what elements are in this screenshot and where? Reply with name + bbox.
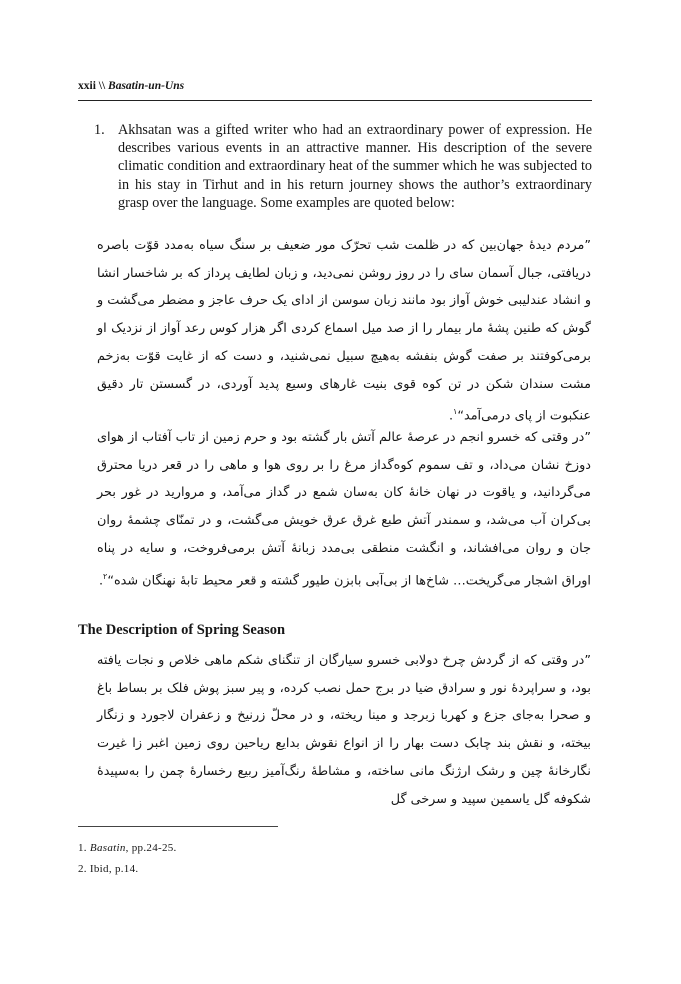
footnote-ref: ۲: [103, 571, 108, 581]
footnote: [78, 838, 177, 859]
footnote-text: , pp.24-25.: [125, 842, 177, 854]
persian-quotation: [97, 647, 591, 813]
persian-quotation: [97, 424, 591, 594]
footnote-text: Ibid, p.14.: [89, 863, 139, 875]
list-item-number: 1.: [94, 122, 105, 138]
quotation-end: .: [448, 408, 454, 424]
footnote: [78, 859, 177, 880]
section-heading: The Description of Spring Season: [78, 622, 286, 638]
footnote-number: 2.: [78, 863, 87, 875]
footnotes: [78, 838, 177, 880]
quotation-end: .: [98, 572, 104, 588]
footnote-title: Basatin: [89, 842, 126, 854]
book-title: Basatin-un-Uns: [108, 80, 185, 92]
quotation-text: ”در وقتی که از گردش چرخ دولابی خسرو سیارگان از تنگنای شکم ماهی خلاص و نجات یافته بود، و سراپردۀ نور و سرادق ضیا در برج حمل نصب کرده، و پیر سبز پوش فلک بر بساط باغ و صحرا به‌جای جزع و کهربا زبرجد و مینا ریخته، و در محلّ زرنیخ و زعفران لاجورد و زنگار بیخته، و نقش بند چابک دست بهار را از انواع نقوش بدایع ریاحین روی زمین اغبر زا غیرت نگارخانۀ چین و رشک ارژنگ مانی ساخته، و مشاطۀ رنگ‌آمیز ربیع رخسارۀ چمن را به‌سپیدۀ شکوفه گل یاسمین سپید و سرخی گل: [97, 653, 591, 807]
page-number: xxii: [78, 80, 96, 92]
quotation-text: ”مردم دیدۀ جهان‌بین که در ظلمت شب تحرّک مور ضعیف بر سنگ سیاه به‌مدد قوّت باصره دریافتی، جبال آسمان سای را در روز روشن نمی‌دید، و زبان لطایف پرداز که بر شاخسار انشا و انشاد عندلیبی خوش آواز بود مانند زبان سوسن از ادای یک حرف عاجز و مضطر می‌گشت و گوش که طنین پشۀ مار بیمار را از صد میل اسماع کردی اگر هزار کوس رعد آواز از نزدیک او برمی‌کوفتند بر صفت گوش بنفشه به‌هیچ سبیل نمی‌شنید، و دست که از غایت قوّت به‌زخم مشت سندان شکن در تن کوه قوی بنیت غارهای وسیع پدید آوردی، در گسستن تار دقیق عنکبوت از پای درمی‌آمد“: [97, 238, 591, 424]
footnote-number: 1.: [78, 842, 87, 854]
list-item-text: Akhsatan was a gifted writer who had an extraordinary power of expression. He describes various events in an attractive manner. His description of the severe climatic condition and extraordinary heat of the summer which he was subjected to in his stay in Tirhut and in his return journey shows the author’s extraordinary grasp over the language. Some examples are quoted below:: [118, 122, 592, 211]
header-separator: \\: [98, 80, 106, 92]
footnote-rule: [78, 826, 278, 827]
running-header: [78, 80, 592, 98]
list-item: [94, 121, 592, 212]
persian-quotation: [97, 232, 591, 430]
quotation-text: ”در وقتی که خسرو انجم در عرصۀ عالم آتش بار گشته بود و حرم زمین از تاب آفتاب از هوای دوزخ نشان می‌داد، و تف سموم کوه‌گداز مرغ را بر روی هوا و ماهی را در قعر دریا محترق می‌گردانید، و یاقوت در نهان خانۀ کان به‌سان شمع در گداز می‌آمد، و مروارید در غور بحر بی‌کران آب می‌شد، و سمندر آتش طبع غرق عرق خویش می‌گشت، و در تمنّای چشمۀ روان جان و روان می‌افشاند، و انگشت منطقی بی‌مدد زبانۀ آتش برمی‌فروخت، و سایه در پناه اوراق اشجار می‌گریخت… شاخ‌ها از بی‌آبی بابزن طیور گشته و قعر محیط تابۀ نهنگان شده“: [97, 430, 591, 588]
header-rule: [78, 100, 592, 101]
footnote-ref: ۱: [453, 407, 458, 417]
